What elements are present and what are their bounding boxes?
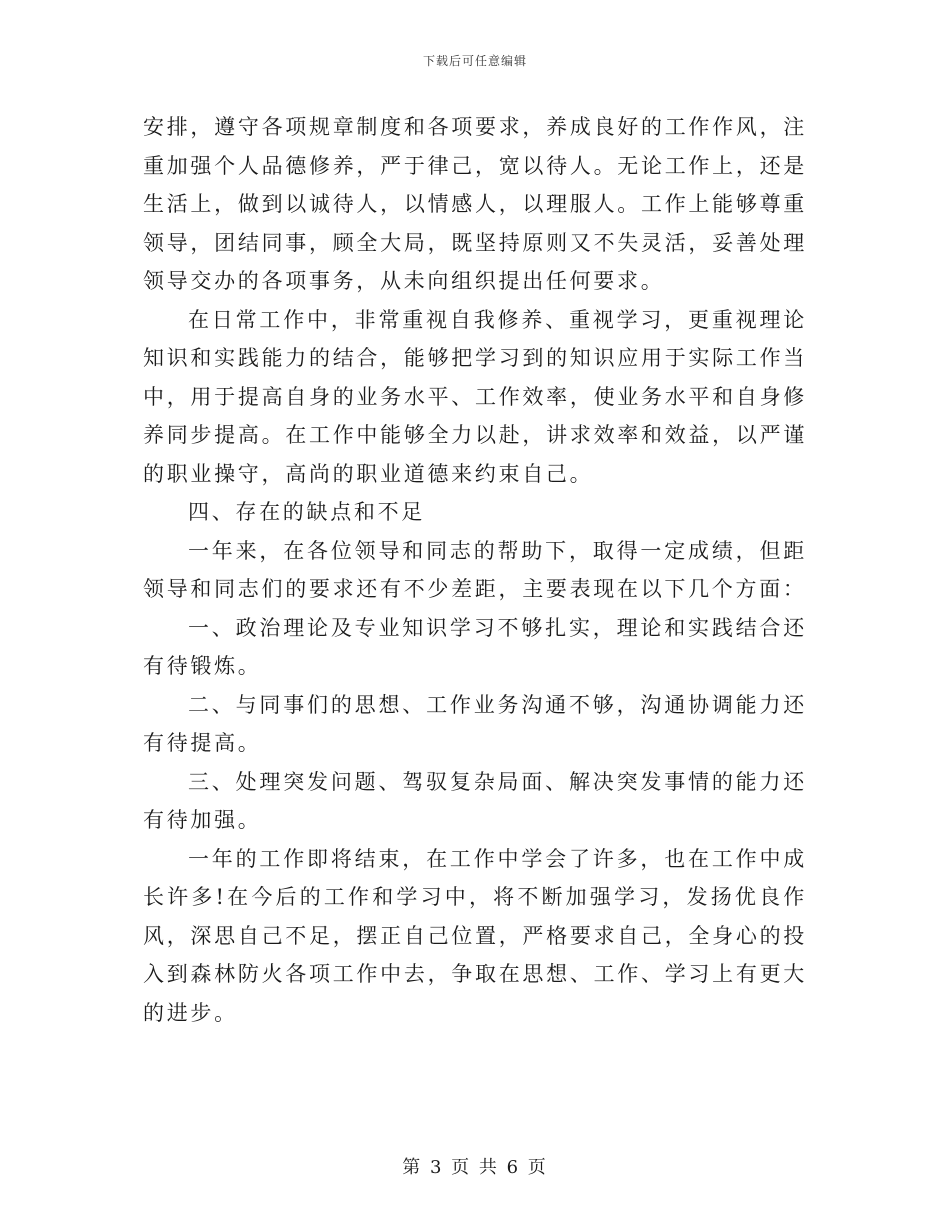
- list-item: 三、处理突发问题、驾驭复杂局面、解决突发事情的能力还有待加强。: [143, 769, 807, 832]
- list-item: 一、政治理论及专业知识学习不够扎实，理论和实践结合还有待锻炼。: [143, 615, 807, 678]
- paragraph: 在日常工作中，非常重视自我修养、重视学习，更重视理论知识和实践能力的结合，能够把学习到的知识应用于实际工作当中，用于提高自身的业务水平、工作效率，使业务水平和自身修养同步提高。在工作中能够全力以赴，讲求效率和效益，以严谨的职业操守，高尚的职业道德来约束自己。: [143, 307, 807, 486]
- page-label-mid: 页 共: [451, 1157, 499, 1178]
- document-body: [143, 108, 807, 1032]
- paragraph: 一年的工作即将结束，在工作中学会了许多，也在工作中成长许多!在今后的工作和学习中，将不断加强学习，发扬优良作风，深思自己不足，摆正自己位置，严格要求自己，全身心的投入到森林防火各项工作中去，争取在思想、工作、学习上有更大的进步。: [143, 846, 807, 1025]
- paragraph: 安排，遵守各项规章制度和各项要求，养成良好的工作作风，注重加强个人品德修养，严于律己，宽以待人。无论工作上，还是生活上，做到以诚待人，以情感人，以理服人。工作上能够尊重领导，团结同事，顾全大局，既坚持原则又不失灵活，妥善处理领导交办的各项事务，从未向组织提出任何要求。: [143, 115, 807, 293]
- current-page-number: 3: [429, 1157, 444, 1178]
- page-label-suffix: 页: [527, 1157, 548, 1178]
- section-heading: 四、存在的缺点和不足: [188, 500, 425, 524]
- page-header: 下载后可任意编辑: [422, 54, 527, 68]
- list-item: 二、与同事们的思想、工作业务沟通不够，沟通协调能力还有待提高。: [143, 692, 807, 755]
- page-label-prefix: 第: [402, 1157, 423, 1178]
- total-pages-number: 6: [506, 1157, 521, 1178]
- page-footer: [0, 1153, 950, 1179]
- paragraph: 一年来，在各位领导和同志的帮助下，取得一定成绩，但距领导和同志们的要求还有不少差距，主要表现在以下几个方面：: [143, 538, 807, 601]
